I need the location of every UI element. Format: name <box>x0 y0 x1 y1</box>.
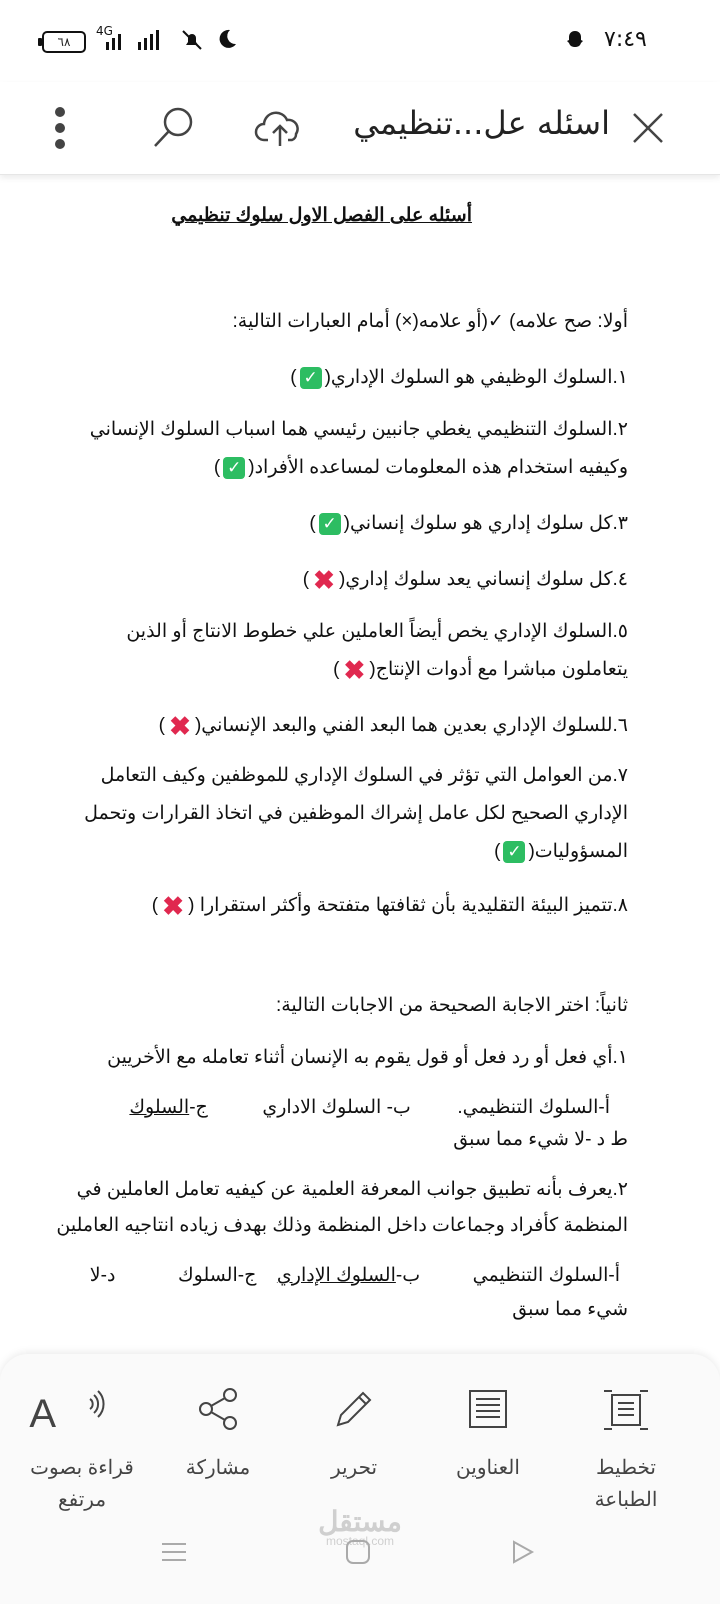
question-2-line1: ٢.السلوك التنظيمي يغطي جانبين رئيسي هما اسباب السلوك الإنساني <box>89 419 628 440</box>
option-b: السلوك الإداري <box>276 1265 396 1286</box>
action-label-line2: مرتفع <box>57 1489 107 1511</box>
cross-icon: ✖ <box>343 655 366 685</box>
cloud-upload-icon[interactable] <box>252 100 308 156</box>
action-share[interactable] <box>148 1374 288 1484</box>
print-layout-icon <box>556 1374 696 1444</box>
question-2-line2 <box>214 456 628 479</box>
headings-icon <box>418 1374 558 1444</box>
battery-level: ٦٨ <box>57 35 71 49</box>
question-4 <box>302 565 628 595</box>
more-vert-icon[interactable] <box>32 100 88 156</box>
network-type: 4G <box>96 24 113 38</box>
home-icon[interactable] <box>336 1530 380 1574</box>
action-edit[interactable] <box>284 1374 424 1484</box>
paren: ) <box>290 367 297 388</box>
status-bar <box>0 0 720 82</box>
question-text: ٤.كل سلوك إنساني يعد سلوك إداري( <box>339 569 628 591</box>
question-3 <box>309 512 628 535</box>
document-title: اسئله عل...تنظيمي <box>353 104 610 142</box>
action-label: العناوين <box>456 1457 520 1479</box>
check-icon: ✓ <box>503 841 525 863</box>
mcq-2-option-d-cont: شيء مما سبق <box>512 1299 628 1320</box>
svg-text:A: A <box>29 1392 56 1436</box>
action-label: تخطيط <box>596 1457 656 1479</box>
document-heading: أسئله على الفصل الاول سلوك تنظيمي <box>171 205 472 226</box>
mcq-1-options <box>129 1096 610 1119</box>
search-icon[interactable] <box>146 100 202 156</box>
watermark-sub: mostaql.com <box>325 1534 395 1548</box>
mute-icon <box>180 28 204 58</box>
paren: ) <box>213 457 221 478</box>
mcq-1: ١.أي فعل أو رد فعل أو قول يقوم به الإنسان أثناء تعامله مع الأخريين <box>107 1047 628 1068</box>
question-text: ١.السلوك الوظيفي هو السلوك الإداري( <box>324 367 628 388</box>
recent-apps-icon[interactable] <box>152 1530 196 1574</box>
paren: ) <box>302 569 310 591</box>
question-text: ٦.للسلوك الإداري بعدين هما البعد الفني والبعد الإنساني( <box>194 715 628 737</box>
option-a: أ-السلوك التنظيمي. <box>457 1097 610 1118</box>
option-d: د-لا <box>89 1265 116 1286</box>
question-1 <box>290 366 628 389</box>
check-icon: ✓ <box>319 513 341 535</box>
cross-icon: ✖ <box>313 565 335 595</box>
paren: ) <box>158 715 165 737</box>
question-6 <box>158 711 628 741</box>
check-icon: ✓ <box>223 457 245 479</box>
option-a: أ-السلوك التنظيمي <box>472 1265 620 1286</box>
option-c: السلوك <box>129 1097 190 1118</box>
action-read-aloud[interactable] <box>12 1374 152 1516</box>
action-label: تحرير <box>330 1457 378 1479</box>
option-b: ب- السلوك الاداري <box>262 1097 411 1118</box>
share-icon <box>148 1374 288 1444</box>
moon-icon <box>216 28 238 56</box>
action-label-line2: الطباعة <box>594 1489 658 1511</box>
signal-icon <box>98 28 168 56</box>
question-7-line3 <box>494 840 628 863</box>
snapchat-icon <box>562 28 588 60</box>
question-text: ٨.تتميز البيئة التقليدية بأن ثقافتها متفتحة وأكثر استقرارا ( <box>188 895 628 917</box>
mcq-1-option-d: ط د -لا شيء مما سبق <box>453 1129 628 1150</box>
edit-pencil-icon <box>284 1374 424 1444</box>
question-text: ٣.كل سلوك إداري هو سلوك إنساني( <box>343 513 628 534</box>
cross-icon: ✖ <box>162 891 184 921</box>
toolbar <box>0 82 720 175</box>
close-icon[interactable] <box>620 100 676 156</box>
paren: ) <box>333 659 340 681</box>
mcq-2-line1: ٢.يعرف بأنه تطبيق جوانب المعرفة العلمية عن كيفيه تعامل العاملين في <box>76 1179 628 1200</box>
mcq-2-options <box>90 1264 620 1287</box>
option-c-prefix: ج- <box>189 1097 208 1118</box>
question-5-line2 <box>333 655 628 685</box>
battery-icon <box>42 31 86 53</box>
question-text: يتعاملون مباشرا مع أدوات الإنتاج( <box>369 659 628 681</box>
question-text: المسؤوليات( <box>528 841 628 862</box>
question-7-line2: الإداري الصحيح لكل عامل إشراك الموظفين في اتخاذ القرارات وتحمل <box>84 803 628 824</box>
question-8 <box>151 891 628 921</box>
watermark-main: مستقل <box>318 1506 402 1537</box>
cross-icon: ✖ <box>169 711 191 741</box>
paren: ) <box>151 895 159 917</box>
question-text: وكيفيه استخدام هذه المعلومات لمساعده الأفراد( <box>248 457 628 478</box>
clock: ٧:٤٩ <box>604 27 647 52</box>
question-5-line1: ٥.السلوك الإداري يخص أيضاً العاملين علي خطوط الانتاج أو الذين <box>126 621 628 642</box>
section2-intro: ثانياً: اختر الاجابة الصحيحة من الاجابات التالية: <box>275 995 628 1016</box>
option-c: ج-السلوك <box>177 1265 257 1286</box>
action-print-layout[interactable] <box>556 1374 696 1516</box>
question-7-line1: ٧.من العوامل التي تؤثر في السلوك الإداري للموظفين وكيف التعامل <box>100 765 628 786</box>
read-aloud-icon <box>12 1374 152 1444</box>
mcq-2-line2: المنظمة كأفراد وجماعات داخل المنظمة وذلك بهدف زياده انتاجيه العاملين <box>56 1215 628 1236</box>
system-nav-bar <box>0 1500 720 1604</box>
check-icon: ✓ <box>300 367 322 389</box>
paren: ) <box>309 513 316 534</box>
action-headings[interactable] <box>418 1374 558 1484</box>
back-icon[interactable] <box>500 1530 544 1574</box>
paren: ) <box>494 841 501 862</box>
action-label: قراءة بصوت <box>30 1457 134 1479</box>
section1-intro: أولا: صح علامه) ✓(أو علامه(×) أمام العبارات التالية: <box>232 311 628 332</box>
action-label: مشاركة <box>185 1457 251 1479</box>
option-b-prefix: ب- <box>395 1265 421 1286</box>
document-page[interactable] <box>0 174 720 1354</box>
